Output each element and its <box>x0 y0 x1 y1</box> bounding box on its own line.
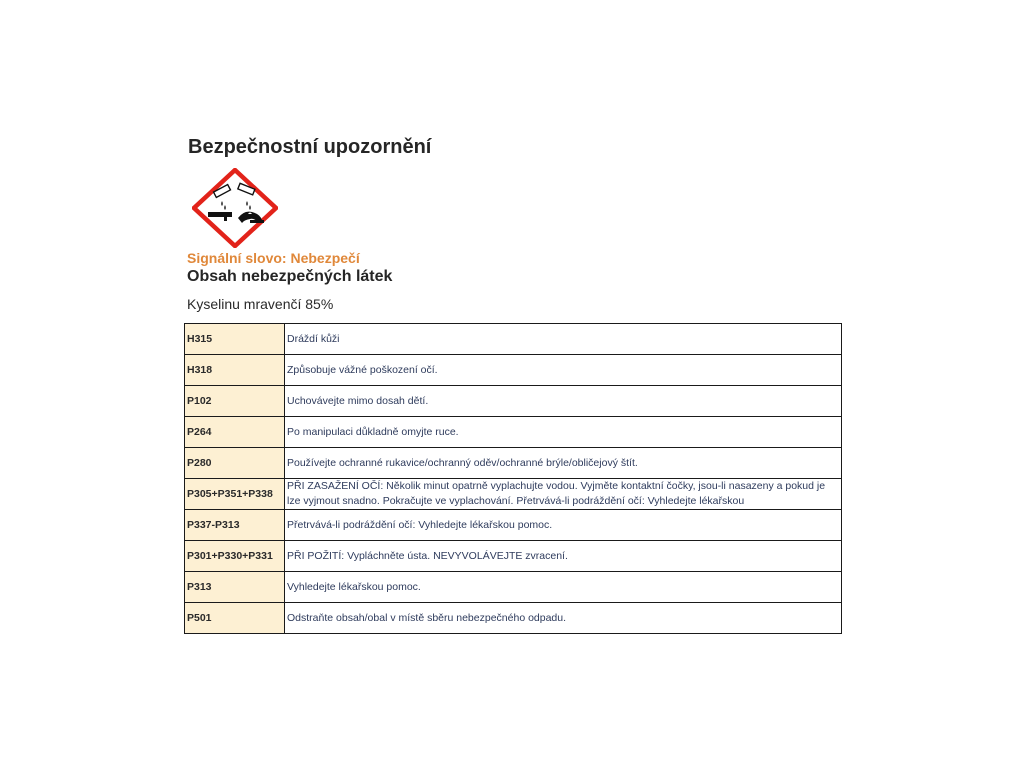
section-title: Bezpečnostní upozornění <box>188 136 432 158</box>
statement-text: Uchovávejte mimo dosah dětí. <box>285 386 842 417</box>
statement-code: P301+P330+P331 <box>185 541 285 572</box>
statement-code: P305+P351+P338 <box>185 479 285 510</box>
table-row <box>185 386 842 417</box>
statement-text: Odstraňte obsah/obal v místě sběru nebezpečného odpadu. <box>285 603 842 634</box>
table-row <box>185 417 842 448</box>
statement-text: Způsobuje vážné poškození očí. <box>285 355 842 386</box>
table-row <box>185 355 842 386</box>
statement-text: Dráždí kůži <box>285 324 842 355</box>
statement-text: PŘI ZASAŽENÍ OČÍ: Několik minut opatrně vyplachujte vodou. Vyjměte kontaktní čočky, jsou-li nasazeny a pokud je lze vyjmout snadno. Pokračujte ve vyplachování. Přetrvává-li podráždění očí: Vyhledejte lékařskou <box>285 479 842 510</box>
statement-code: P264 <box>185 417 285 448</box>
table-row <box>185 324 842 355</box>
substance-name: Kyselinu mravenčí 85% <box>187 296 334 312</box>
statement-text: Přetrvává-li podráždění očí: Vyhledejte lékařskou pomoc. <box>285 510 842 541</box>
statement-code: H318 <box>185 355 285 386</box>
statement-text: PŘI POŽITÍ: Vypláchněte ústa. NEVYVOLÁVEJTE zvracení. <box>285 541 842 572</box>
statement-text: Po manipulaci důkladně omyjte ruce. <box>285 417 842 448</box>
table-row <box>185 541 842 572</box>
statement-code: P501 <box>185 603 285 634</box>
table-row <box>185 603 842 634</box>
table-row <box>185 479 842 510</box>
hazardous-substances-title: Obsah nebezpečných látek <box>187 268 393 285</box>
statement-code: P280 <box>185 448 285 479</box>
statement-text: Používejte ochranné rukavice/ochranný oděv/ochranné brýle/obličejový štít. <box>285 448 842 479</box>
corrosion-ghs05-icon <box>192 168 278 248</box>
statement-code: P337-P313 <box>185 510 285 541</box>
table-row <box>185 510 842 541</box>
statement-text: Vyhledejte lékařskou pomoc. <box>285 572 842 603</box>
table-row <box>185 448 842 479</box>
statement-code: P313 <box>185 572 285 603</box>
signal-word: Signální slovo: Nebezpečí <box>187 250 360 266</box>
statement-code: P102 <box>185 386 285 417</box>
hazard-statements-table <box>184 323 842 634</box>
statement-code: H315 <box>185 324 285 355</box>
table-row <box>185 572 842 603</box>
